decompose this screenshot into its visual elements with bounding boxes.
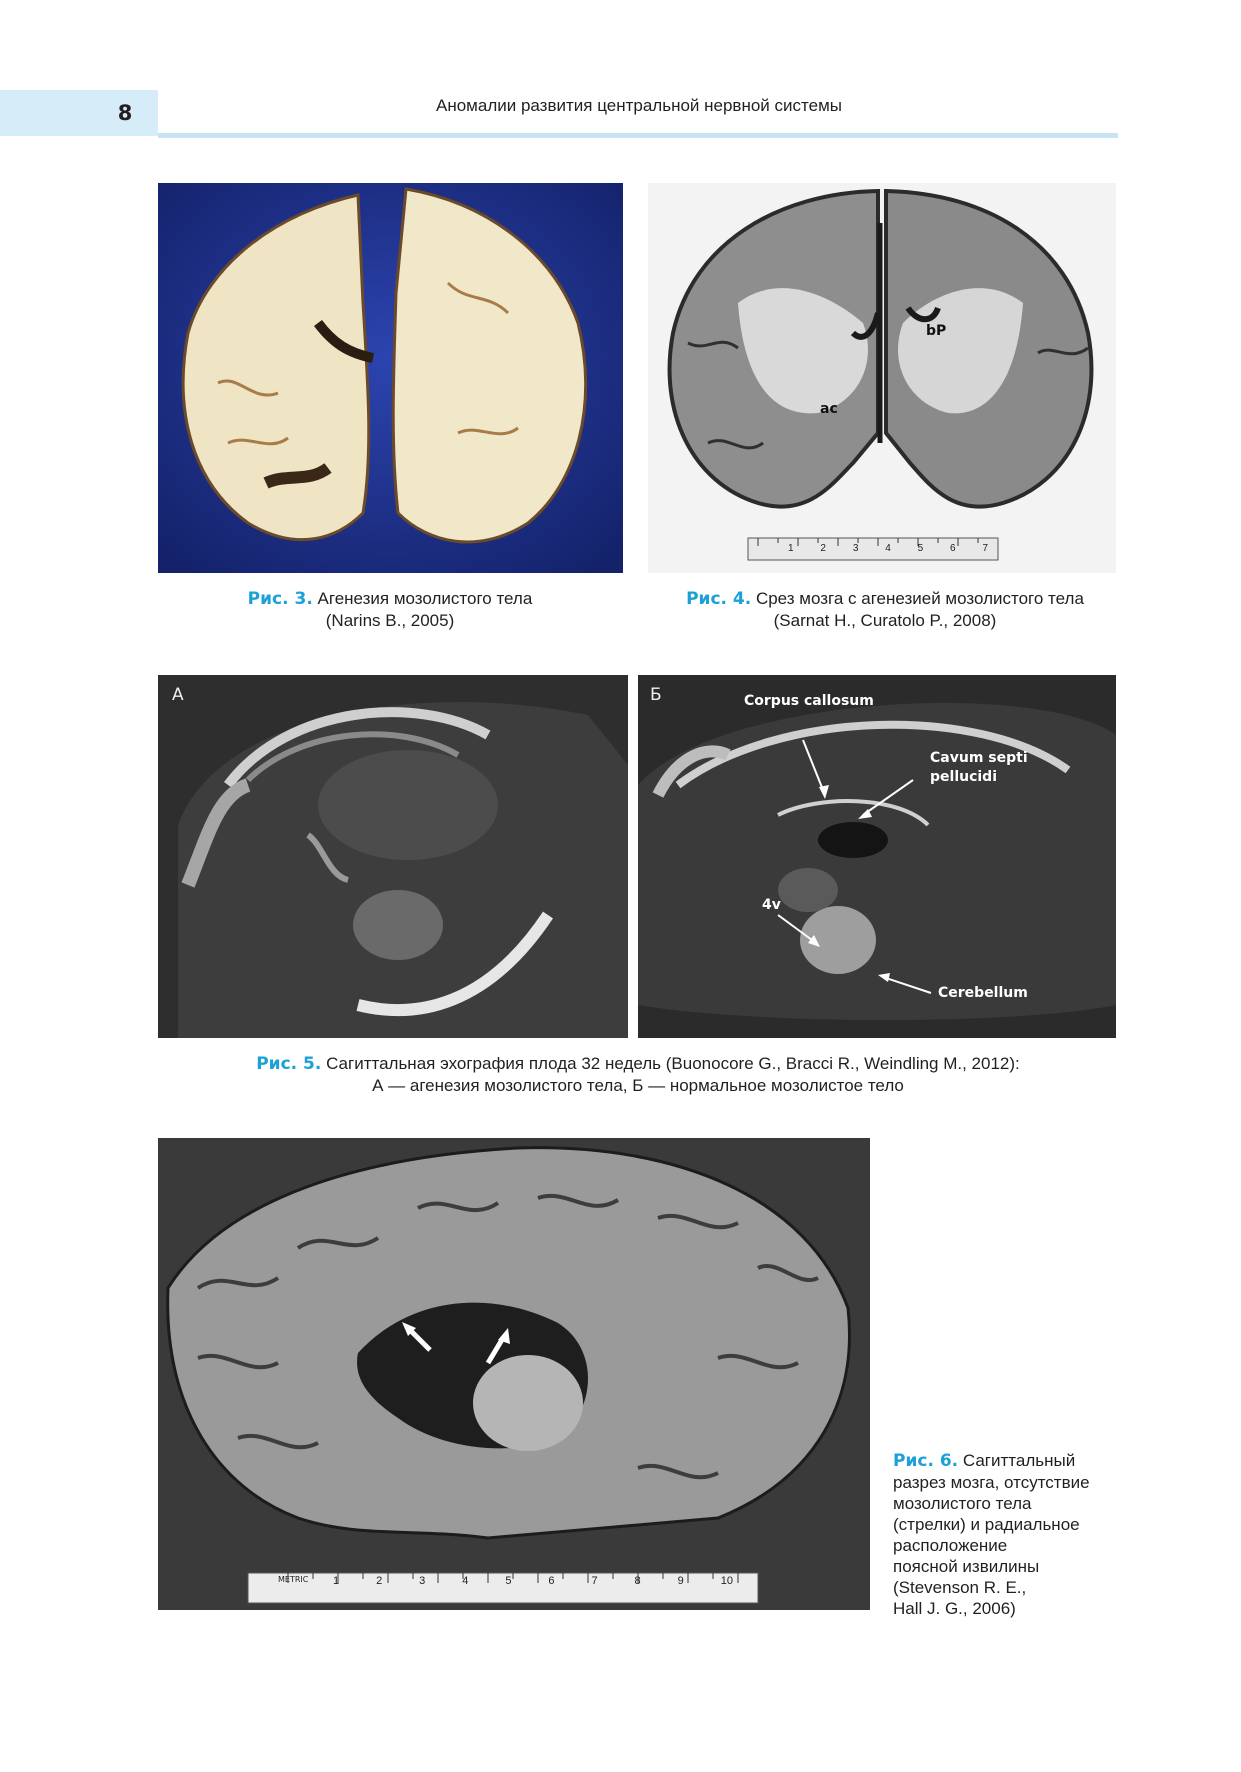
ruler-number: 4 <box>462 1575 469 1587</box>
annotation-cavum-1: Cavum septi <box>930 750 1028 766</box>
figure-3-label: Рис. 3. <box>247 589 313 609</box>
figure-4-title: Срез мозга с агенезией мозолистого тела <box>755 589 1084 608</box>
annotation-corpus-callosum: Corpus callosum <box>744 693 874 709</box>
ruler-number: 5 <box>917 543 924 554</box>
figure-6-line: Hall J. G., 2006) <box>893 1599 1016 1618</box>
ruler-number: 9 <box>677 1575 684 1587</box>
figure-6-line: поясной извилины <box>893 1557 1040 1576</box>
figure-4-ruler-numbers <box>788 543 988 554</box>
label-ac: ac <box>820 401 838 417</box>
running-title: Аномалии развития центральной нервной системы <box>436 96 842 115</box>
figure-5-label: Рис. 5. <box>256 1054 322 1074</box>
figure-3-caption <box>200 588 580 631</box>
figure-4-photo <box>648 183 1116 573</box>
ruler-number: 3 <box>852 543 859 554</box>
figure-6-line: (стрелки) и радиальное <box>893 1515 1080 1534</box>
annotation-cerebellum: Cerebellum <box>938 985 1028 1001</box>
figure-3-photo <box>158 183 623 573</box>
ruler-number: 7 <box>982 543 988 554</box>
ruler-number: 1 <box>788 543 794 554</box>
figure-6-photo <box>158 1138 870 1610</box>
figure-5-subtitle: А — агенезия мозолистого тела, Б — нормальное мозолистое тело <box>372 1076 904 1095</box>
figure-6-line: (Stevenson R. E., <box>893 1578 1027 1597</box>
figure-6-line: мозолистого тела <box>893 1494 1032 1513</box>
figure-6-line: Сагиттальный <box>962 1451 1076 1470</box>
figure-6-caption <box>893 1450 1133 1619</box>
figure-6-label: Рис. 6. <box>893 1451 959 1471</box>
ruler-number: 6 <box>950 543 956 554</box>
ruler-number: 4 <box>885 543 891 554</box>
figure-4-caption <box>650 588 1120 631</box>
ruler-number: 5 <box>505 1575 512 1587</box>
ruler-number: 8 <box>634 1575 641 1587</box>
figure-4-label: Рис. 4. <box>686 589 752 609</box>
figure-3-source: (Narins B., 2005) <box>325 611 455 630</box>
panel-b-letter: Б <box>650 685 662 705</box>
ruler-number: 1 <box>333 1575 340 1587</box>
figure-3-title: Агенезия мозолистого тела <box>317 589 533 608</box>
annotation-cavum-2: pellucidi <box>930 769 997 785</box>
figure-5-panel-b <box>638 675 1116 1038</box>
annotation-4v: 4v <box>762 897 781 913</box>
ruler-number: 7 <box>591 1575 598 1587</box>
ruler-number: 6 <box>548 1575 555 1587</box>
header-rule <box>158 133 1118 138</box>
ruler-number: 10 <box>720 1575 733 1587</box>
ruler-number: 3 <box>419 1575 426 1587</box>
figure-5-title: Сагиттальная эхография плода 32 недель (Buonocore G., Bracci R., Weindling M., 2012): <box>326 1054 1020 1073</box>
figure-6-line: разрез мозга, отсутствие <box>893 1473 1090 1492</box>
figure-5-panel-a <box>158 675 628 1038</box>
figure-4-source: (Sarnat H., Curatolo P., 2008) <box>773 611 997 630</box>
figure-6-line: расположение <box>893 1536 1008 1555</box>
figure-6-ruler-label: METRIC <box>278 1575 309 1584</box>
figure-5-caption <box>158 1053 1118 1096</box>
ruler-number: 2 <box>820 543 826 554</box>
figure-6-ruler-numbers <box>333 1575 733 1587</box>
label-bp: bP <box>926 323 947 339</box>
ruler-number: 2 <box>376 1575 383 1587</box>
panel-a-letter: А <box>172 685 184 705</box>
page-number: 8 <box>117 101 133 125</box>
